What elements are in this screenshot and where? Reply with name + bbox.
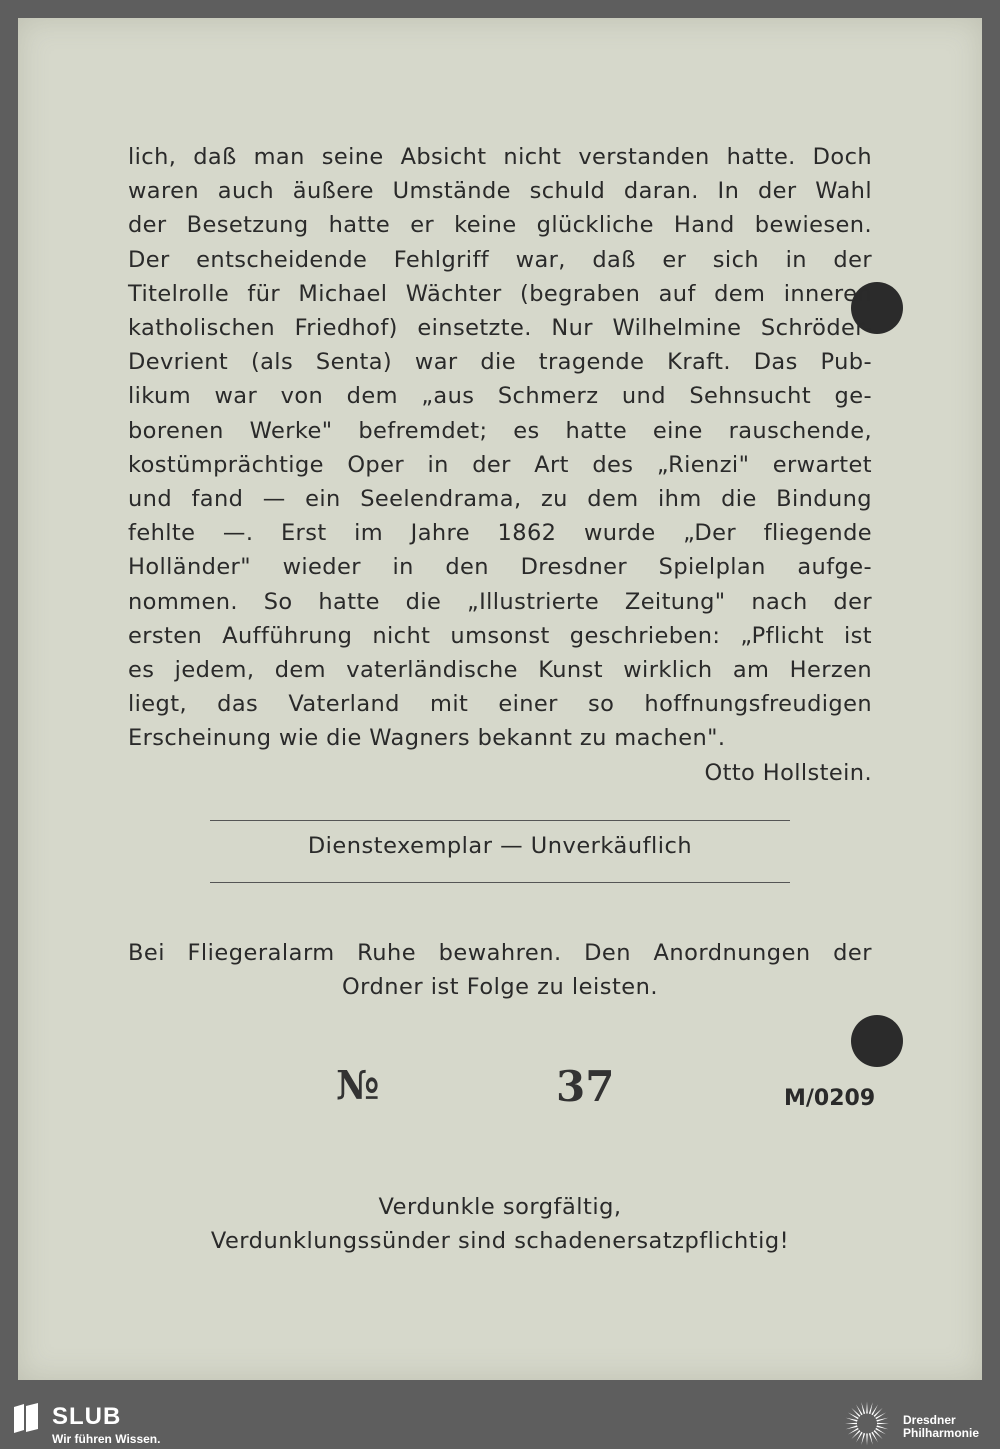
blackout-notice [128, 1190, 872, 1258]
logo-ray [869, 1402, 873, 1414]
air-raid-notice [128, 936, 872, 1004]
text-line: fehlte —. Erst im Jahre 1862 wurde „Der fliegende [128, 520, 872, 547]
footer-bar [0, 1398, 1000, 1449]
text-line: borenen Werke" befremdet; es hatte eine rauschende, [128, 417, 872, 444]
text-line: liegt, das Vaterland mit einer so hoffnungsfreudigen [128, 691, 872, 718]
text-line: Devrient (als Senta) war die tragende Kraft. Das Pub- [128, 349, 872, 376]
slub-title: SLUB [52, 1403, 122, 1430]
logo-ray [866, 1402, 868, 1414]
text-line: katholischen Friedhof) einsetzte. Nur Wilhelmine Schröder- [128, 315, 872, 342]
number-sign: № [336, 1062, 380, 1109]
logo-ray [861, 1402, 865, 1414]
article-body [128, 140, 872, 756]
book-icon [12, 1402, 40, 1434]
text-line: Holländer" wieder in den Dresdner Spielplan aufge- [128, 554, 872, 581]
blackout-line: Verdunkle sorgfältig, [378, 1194, 622, 1220]
logo-ray [846, 1418, 858, 1422]
punch-hole [851, 1015, 903, 1067]
text-line: Erscheinung wie die Wagners bekannt zu machen". [128, 725, 726, 752]
document-page [18, 18, 982, 1380]
air-raid-line: Ordner ist Folge zu leisten. [341, 974, 659, 1000]
author-signature: Otto Hollstein. [704, 760, 872, 786]
text-line: der Besetzung hatte er keine glückliche Hand bewiesen. [128, 212, 872, 239]
logo-ray [876, 1425, 888, 1429]
logo-ray [876, 1418, 888, 1422]
text-line: kostümprächtige Oper in der Art des „Rienzi" erwartet [128, 451, 872, 478]
text-line: und fand — ein Seelendrama, zu dem ihm die Bindung [128, 486, 872, 513]
logo-ray [846, 1425, 858, 1429]
logo-ray [861, 1433, 865, 1445]
blackout-line: Verdunklungssünder sind schadenersatzpflichtig! [210, 1228, 790, 1254]
text-line: likum war von dem „aus Schmerz und Sehnsucht ge- [128, 383, 872, 410]
text-line: es jedem, dem vaterländische Kunst wirklich am Herzen [128, 657, 872, 684]
air-raid-line: Bei Fliegeralarm Ruhe bewahren. Den Anordnungen der [128, 940, 872, 966]
divider [210, 882, 790, 883]
ticket-number: 37 [556, 1062, 615, 1111]
service-copy-notice: Dienstexemplar — Unverkäuflich [307, 833, 693, 859]
divider [210, 820, 790, 821]
logo-ray [866, 1433, 868, 1445]
text-line: lich, daß man seine Absicht nicht verstanden hatte. Doch [128, 144, 872, 170]
starburst-logo-icon [842, 1400, 892, 1447]
logo-ray [845, 1423, 857, 1425]
partner-name: Dresdner Philharmonie [903, 1413, 980, 1440]
text-line: Titelrolle für Michael Wächter (begraben auf dem inneren [128, 280, 872, 307]
logo-ray [869, 1433, 873, 1445]
document-code: M/0209 [784, 1086, 876, 1111]
text-line: waren auch äußere Umstände schuld daran. In der Wahl [128, 178, 872, 205]
slub-subtitle: Wir führen Wissen. [52, 1432, 161, 1446]
text-line: Der entscheidende Fehlgriff war, daß er sich in der [128, 246, 872, 273]
logo-ray [877, 1423, 889, 1425]
text-line: nommen. So hatte die „Illustrierte Zeitung" nach der [128, 588, 872, 615]
text-line: ersten Aufführung nicht umsonst geschrieben: „Pflicht ist [128, 622, 872, 649]
